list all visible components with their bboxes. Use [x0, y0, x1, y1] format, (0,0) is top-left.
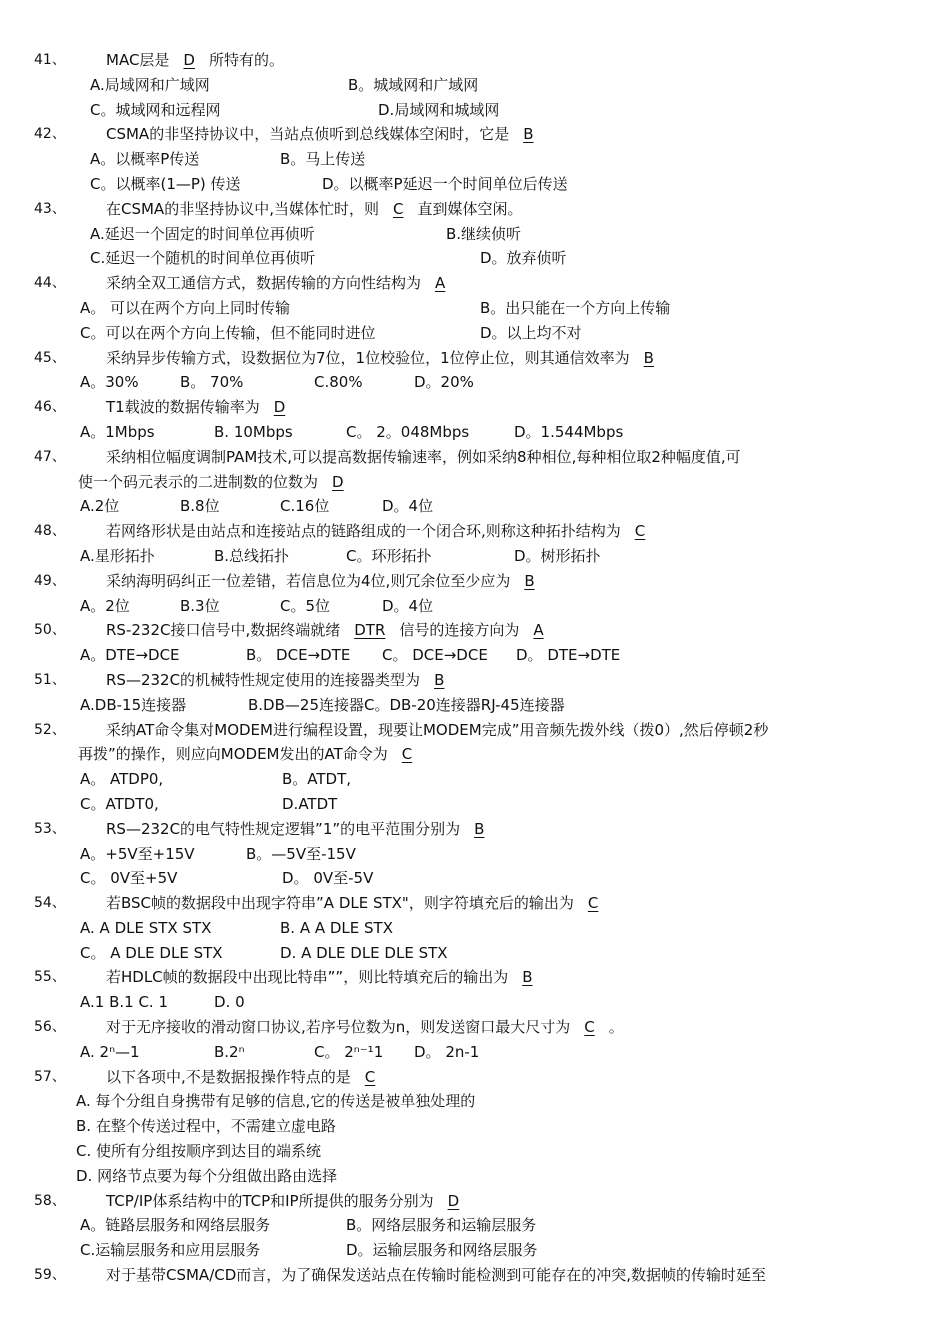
question-line — [0, 668, 950, 693]
question-number: 56、 — [34, 1019, 66, 1036]
option-c: C。ATDT0, — [80, 794, 159, 813]
answer-blank: A — [435, 274, 446, 293]
question-46 — [0, 395, 950, 445]
option-b: B。城域网和广域网 — [348, 75, 479, 94]
question-line-continued — [0, 470, 950, 495]
option-row — [0, 147, 950, 172]
question-stem — [106, 1015, 624, 1040]
option-row — [0, 916, 950, 941]
option-b: B。ATDT, — [282, 770, 352, 789]
option-c: C。 2。048Mbps — [346, 422, 470, 441]
option-a: A.2位 — [80, 497, 120, 516]
question-number: 41、 — [34, 52, 66, 68]
option-row — [0, 494, 950, 519]
question-51 — [0, 668, 950, 718]
option-b: B。马上传送 — [280, 150, 366, 169]
stem-before: RS-232C接口信号中,数据终端就绪 — [106, 621, 341, 640]
stem-text: 再拨”的操作，则应向MODEM发出的AT命令为 — [78, 745, 388, 764]
option-row — [0, 1213, 950, 1238]
stem-after: 直到媒体空闲。 — [417, 199, 523, 218]
question-line — [0, 718, 950, 743]
option-a: A。1Mbps — [80, 422, 155, 441]
question-number: 49、 — [34, 572, 66, 589]
question-stem — [106, 271, 459, 296]
option-d: D。 2n-1 — [414, 1042, 480, 1061]
stem-text: 使一个码元表示的二进制数的位数为 — [78, 472, 319, 491]
question-number: 54、 — [34, 895, 66, 912]
stem-before: 若网络形状是由站点和连接站点的链路组成的一个闭合环,则称这种拓扑结构为 — [106, 522, 621, 541]
question-number: 43、 — [34, 200, 66, 217]
option-b: B.2ⁿ — [214, 1042, 245, 1061]
option-c: C。 0V至+5V — [80, 869, 178, 888]
question-number: 58、 — [34, 1192, 66, 1209]
option-row — [0, 1164, 950, 1189]
stem-text: 采纳相位幅度调制PAM技术,可以提高数据传输速率，例如采纳8种相位,每种相位取2种幅度值,可 — [106, 447, 741, 466]
question-stem — [106, 668, 458, 693]
question-49 — [0, 569, 950, 619]
option-c: C.运输层服务和应用层服务 — [80, 1241, 261, 1260]
question-line — [0, 965, 950, 990]
question-line — [0, 346, 950, 371]
option-c: C。 DCE→DCE — [382, 646, 488, 665]
question-number: 52、 — [34, 721, 66, 738]
stem-text: 对于基带CSMA/CD而言，为了确保发送站点在传输时能检测到可能存在的冲突,数据帧的传输时延至 — [106, 1266, 767, 1285]
question-stem — [106, 718, 768, 743]
question-47 — [0, 445, 950, 519]
question-stem — [106, 122, 548, 147]
option-d: D。以上均不对 — [480, 323, 582, 342]
option-a: A. 每个分组自身携带有足够的信息,它的传送是被单独处理的 — [76, 1092, 476, 1111]
option-a: A。以概率P传送 — [90, 150, 200, 169]
question-48 — [0, 519, 950, 569]
option-row — [0, 544, 950, 569]
question-line — [0, 1263, 950, 1288]
stem-before: 采纳全双工通信方式，数据传输的方向性结构为 — [106, 274, 422, 293]
option-c: C.延迟一个随机的时间单位再侦听 — [90, 249, 316, 268]
option-d: D。20% — [414, 373, 474, 392]
option-c: C。5位 — [280, 596, 331, 615]
option-row — [0, 296, 950, 321]
option-row — [0, 1238, 950, 1263]
option-b: B. 10Mbps — [214, 422, 293, 441]
answer-blank: B — [643, 348, 654, 367]
option-row — [0, 767, 950, 792]
option-row — [0, 321, 950, 346]
stem-before: 若BSC帧的数据段中出现字符串”A DLE STX"，则字符填充后的输出为 — [106, 894, 574, 913]
option-d: D。1.544Mbps — [514, 422, 624, 441]
question-line-continued — [0, 742, 950, 767]
option-a: A.1 B.1 C. 1 — [80, 993, 169, 1012]
option-c: C。 A DLE DLE STX — [80, 943, 223, 962]
answer-blank: D — [183, 51, 195, 69]
option-row — [0, 1139, 950, 1164]
question-52 — [0, 718, 950, 817]
question-stem — [106, 1065, 389, 1090]
option-b: B。网络层服务和运输层服务 — [346, 1216, 537, 1235]
option-a: A.局域网和广域网 — [90, 75, 210, 94]
option-row — [0, 420, 950, 445]
option-c: C。城域网和远程网 — [90, 100, 221, 119]
option-row — [0, 172, 950, 197]
answer-blank: B — [524, 571, 535, 590]
question-line — [0, 122, 950, 147]
option-a: A。 可以在两个方向上同时传输 — [80, 298, 291, 317]
stem-blank-fill: DTR — [354, 621, 386, 640]
option-row — [0, 246, 950, 271]
question-stem-continued — [78, 742, 426, 767]
question-59 — [0, 1263, 950, 1288]
option-d: D。4位 — [382, 497, 434, 516]
option-a: A. 2ⁿ—1 — [80, 1042, 140, 1061]
option-b: B. A A DLE STX — [280, 918, 393, 937]
stem-before: 以下各项中,不是数据报操作特点的是 — [106, 1067, 351, 1086]
question-number: 42、 — [34, 126, 66, 143]
question-line — [0, 618, 950, 643]
option-d: D. A DLE DLE DLE STX — [280, 943, 448, 962]
stem-before: RS—232C的机械特性规定使用的连接器类型为 — [106, 670, 421, 689]
question-line — [0, 1065, 950, 1090]
question-41 — [0, 48, 950, 122]
answer-blank: C — [587, 894, 599, 913]
option-c: C。以概率(1—P) 传送 — [90, 174, 241, 193]
question-line — [0, 891, 950, 916]
stem-before: MAC层是 — [106, 51, 170, 69]
answer-blank: C — [584, 1018, 595, 1037]
answer-blank: D — [273, 398, 286, 417]
question-number: 55、 — [34, 969, 66, 986]
question-line — [0, 1189, 950, 1214]
option-row — [0, 98, 950, 123]
option-a: A。DTE→DCE — [80, 646, 180, 665]
stem-before: 若HDLC帧的数据段中出现比特串””，则比特填充后的输出为 — [106, 968, 509, 987]
option-b: B。—5V至-15V — [246, 844, 356, 863]
question-stem — [106, 891, 612, 916]
question-number: 48、 — [34, 523, 66, 540]
question-number: 47、 — [34, 448, 66, 465]
question-56 — [0, 1015, 950, 1065]
option-a: A。 ATDP0, — [80, 770, 164, 789]
option-d: D。放弃侦听 — [480, 249, 567, 268]
option-c: C. 使所有分组按顺序到达目的端系统 — [76, 1142, 322, 1161]
stem-before: TCP/IP体系结构中的TCP和IP所提供的服务分别为 — [106, 1191, 434, 1210]
option-row — [0, 1040, 950, 1065]
option-row — [0, 370, 950, 395]
option-d: D.局域网和城域网 — [378, 100, 500, 119]
option-a: A.延迟一个固定的时间单位再侦听 — [90, 224, 315, 243]
option-row — [0, 73, 950, 98]
stem-text: 采纳AT命令集对MODEM进行编程设置，现要让MODEM完成”用音频先拨外线（拨0）,然后停顿2秒 — [106, 720, 769, 739]
question-stem — [106, 48, 284, 73]
option-d: D.ATDT — [282, 794, 338, 813]
question-58 — [0, 1189, 950, 1263]
question-50 — [0, 618, 950, 668]
option-row — [0, 941, 950, 966]
stem-before: 在CSMA的非坚持协议中,当媒体忙时，则 — [106, 199, 379, 218]
answer-blank: D — [332, 472, 344, 491]
option-b: B。 70% — [180, 373, 244, 392]
option-b: B.继续侦听 — [446, 224, 522, 243]
question-45 — [0, 346, 950, 396]
option-b: B。 DCE→DTE — [246, 646, 351, 665]
stem-before: T1载波的数据传输率为 — [106, 398, 260, 417]
question-stem — [106, 618, 558, 643]
stem-before: 对于无序接收的滑动窗口协议,若序号位数为n，则发送窗口最大尺寸为 — [106, 1018, 571, 1037]
answer-blank: C — [392, 199, 404, 218]
option-b: B.总线拓扑 — [214, 546, 290, 565]
question-stem-continued — [78, 470, 358, 495]
answer-blank: B — [474, 819, 485, 838]
question-number: 59、 — [34, 1267, 66, 1284]
option-row — [0, 643, 950, 668]
question-line — [0, 817, 950, 842]
stem-before: CSMA的非坚持协议中，当站点侦听到总线媒体空闲时，它是 — [106, 125, 510, 144]
question-44 — [0, 271, 950, 345]
question-43 — [0, 197, 950, 271]
option-d: D。4位 — [382, 596, 434, 615]
option-d: D. 网络节点要为每个分组做出路由选择 — [76, 1166, 338, 1185]
question-stem — [106, 965, 547, 990]
option-b: B.8位 — [180, 497, 220, 516]
question-54 — [0, 891, 950, 965]
option-a: A。链路层服务和网络层服务 — [80, 1216, 271, 1235]
stem-after: 所特有的。 — [208, 51, 284, 69]
question-line — [0, 519, 950, 544]
option-row — [0, 842, 950, 867]
stem-after: 信号的连接方向为 — [399, 621, 520, 640]
question-number: 45、 — [34, 349, 66, 366]
option-row — [0, 1114, 950, 1139]
option-b: B.3位 — [180, 596, 220, 615]
option-a: A. A DLE STX STX — [80, 918, 212, 937]
question-stem — [106, 346, 668, 371]
question-line — [0, 395, 950, 420]
question-line — [0, 271, 950, 296]
answer-blank: C — [401, 745, 413, 764]
option-row — [0, 792, 950, 817]
question-line — [0, 1015, 950, 1040]
question-stem — [106, 1263, 766, 1288]
option-a: A。2位 — [80, 596, 130, 615]
question-stem — [106, 519, 659, 544]
option-c: C.16位 — [280, 497, 330, 516]
option-b: B。出只能在一个方向上传输 — [480, 298, 671, 317]
option-d: D。 0V至-5V — [282, 869, 374, 888]
question-53 — [0, 817, 950, 891]
option-d: D。树形拓扑 — [514, 546, 601, 565]
question-line — [0, 197, 950, 222]
answer-blank: A — [533, 621, 544, 640]
answer-blank: B — [522, 968, 533, 987]
answer-blank: B — [523, 125, 534, 144]
option-row — [0, 693, 950, 718]
option-c: C.80% — [314, 373, 363, 392]
question-stem — [106, 197, 522, 222]
answer-blank: C — [634, 522, 646, 541]
option-row — [0, 222, 950, 247]
stem-before: RS—232C的电气特性规定逻辑”1”的电平范围分别为 — [106, 819, 461, 838]
option-c: C。环形拓扑 — [346, 546, 432, 565]
question-stem — [106, 395, 299, 420]
question-55 — [0, 965, 950, 1015]
option-b: B.DB—25连接器C。DB-20连接器RJ-45连接器 — [248, 695, 565, 714]
option-row — [0, 594, 950, 619]
option-row — [0, 866, 950, 891]
question-number: 44、 — [34, 275, 66, 292]
question-number: 53、 — [34, 820, 66, 837]
question-stem — [106, 817, 498, 842]
question-number: 57、 — [34, 1068, 66, 1085]
document — [0, 48, 950, 1288]
question-number: 46、 — [34, 399, 66, 416]
stem-before: 采纳异步传输方式，设数据位为7位，1位校验位，1位停止位，则其通信效率为 — [106, 348, 630, 367]
question-line — [0, 48, 950, 73]
stem-after: 。 — [608, 1018, 624, 1037]
option-a: A.星形拓扑 — [80, 546, 155, 565]
option-d: D。运输层服务和网络层服务 — [346, 1241, 538, 1260]
option-d: D。 DTE→DTE — [516, 646, 621, 665]
option-b: B. 在整个传送过程中，不需建立虚电路 — [76, 1117, 336, 1136]
option-row — [0, 990, 950, 1015]
option-c: C。可以在两个方向上传输，但不能同时进位 — [80, 323, 376, 342]
option-a: A。30% — [80, 373, 139, 392]
answer-blank: B — [434, 670, 445, 689]
answer-blank: D — [447, 1191, 460, 1210]
option-c: C。 2ⁿ⁻¹1 — [314, 1042, 384, 1061]
question-57 — [0, 1065, 950, 1189]
answer-blank: C — [364, 1067, 376, 1086]
question-42 — [0, 122, 950, 196]
question-stem — [106, 569, 549, 594]
question-line — [0, 445, 950, 470]
option-a: A.DB-15连接器 — [80, 695, 187, 714]
question-stem — [106, 1189, 473, 1214]
question-stem — [106, 445, 741, 470]
question-number: 51、 — [34, 671, 66, 688]
stem-before: 采纳海明码纠正一位差错，若信息位为4位,则冗余位至少应为 — [106, 571, 511, 590]
option-b: D. 0 — [214, 993, 245, 1012]
option-d: D。以概率P延迟一个时间单位后传送 — [322, 174, 568, 193]
question-number: 50、 — [34, 622, 66, 639]
option-a: A。+5V至+15V — [80, 844, 195, 863]
question-line — [0, 569, 950, 594]
option-row — [0, 1089, 950, 1114]
